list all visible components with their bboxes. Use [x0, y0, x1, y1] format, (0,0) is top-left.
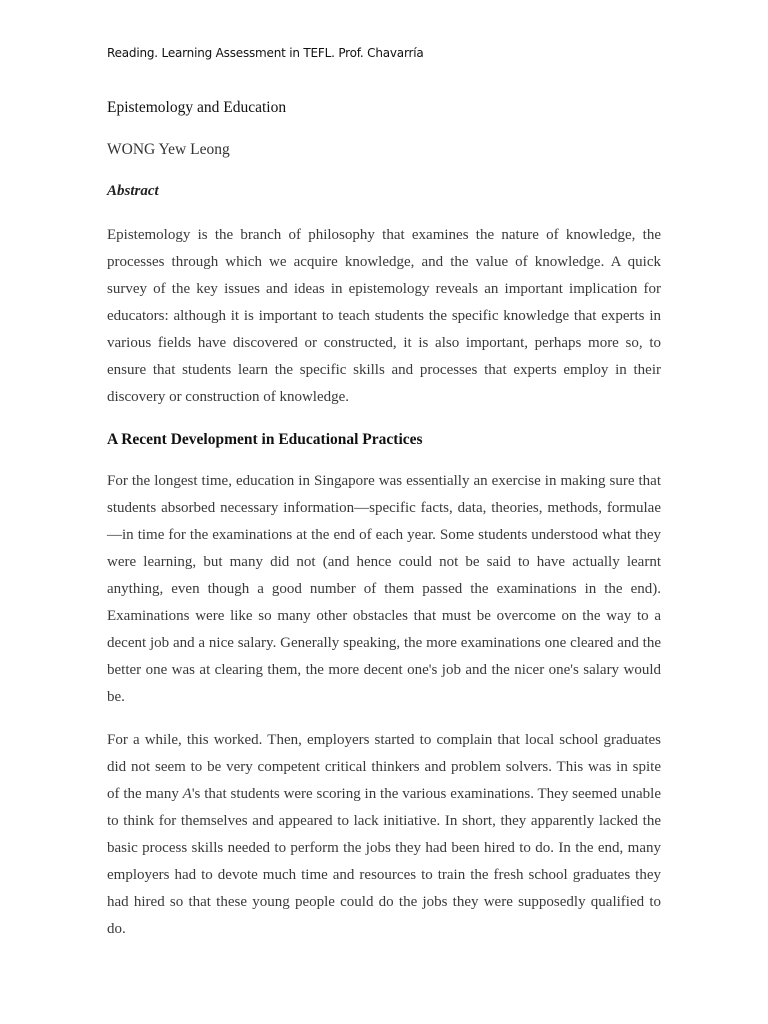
body-paragraph-2-start: For a while, this worked. Then, employers started to complain that local school graduates did not seem to be very competent critical thinkers and problem solvers. This was in spite of the many	[107, 732, 661, 802]
body-paragraph-2-end: 's that students were scoring in the various examinations. They seemed unable to think for themselves and appeared to lack initiative. In short, they apparently lacked the basic process skills needed to perform the jobs they had been hired to do. In the end, many employers had to devote much time and resources to train the fresh school graduates they had hired so that these young people could do the jobs they were supposedly qualified to do.	[107, 786, 661, 937]
article-body	[107, 97, 661, 943]
body-paragraph-2	[107, 727, 661, 943]
running-header: Reading. Learning Assessment in TEFL. Prof. Chavarría	[107, 46, 424, 60]
abstract-label: Abstract	[107, 183, 159, 199]
section-heading: A Recent Development in Educational Practices	[107, 431, 423, 448]
abstract-paragraph: Epistemology is the branch of philosophy that examines the nature of knowledge, the processes through which we acquire knowledge, and the value of knowledge. A quick survey of the key issues and ideas in epistemology reveals an important implication for educators: although it is important to teach students the specific knowledge that experts in various fields have discovered or constructed, it is also important, perhaps more so, to ensure that students learn the specific skills and processes that experts employ in their discovery or construction of knowledge.	[107, 227, 661, 405]
body-paragraph-1: For the longest time, education in Singapore was essentially an exercise in making sure that students absorbed necessary information—specific facts, data, theories, methods, formulae—in time for the examinations at the end of each year. Some students understood what they were learning, but many did not (and hence could not be said to have actually learnt anything, even though a good number of them passed the examinations in the end). Examinations were like so many other obstacles that must be overcome on the way to a decent job and a nice salary. Generally speaking, the more examinations one cleared and the better one was at clearing them, the more decent one's job and the nicer one's salary would be.	[107, 473, 661, 705]
article-title: Epistemology and Education	[107, 99, 287, 116]
emphasis-grade-a: A	[182, 786, 192, 802]
article-author: WONG Yew Leong	[107, 141, 230, 158]
